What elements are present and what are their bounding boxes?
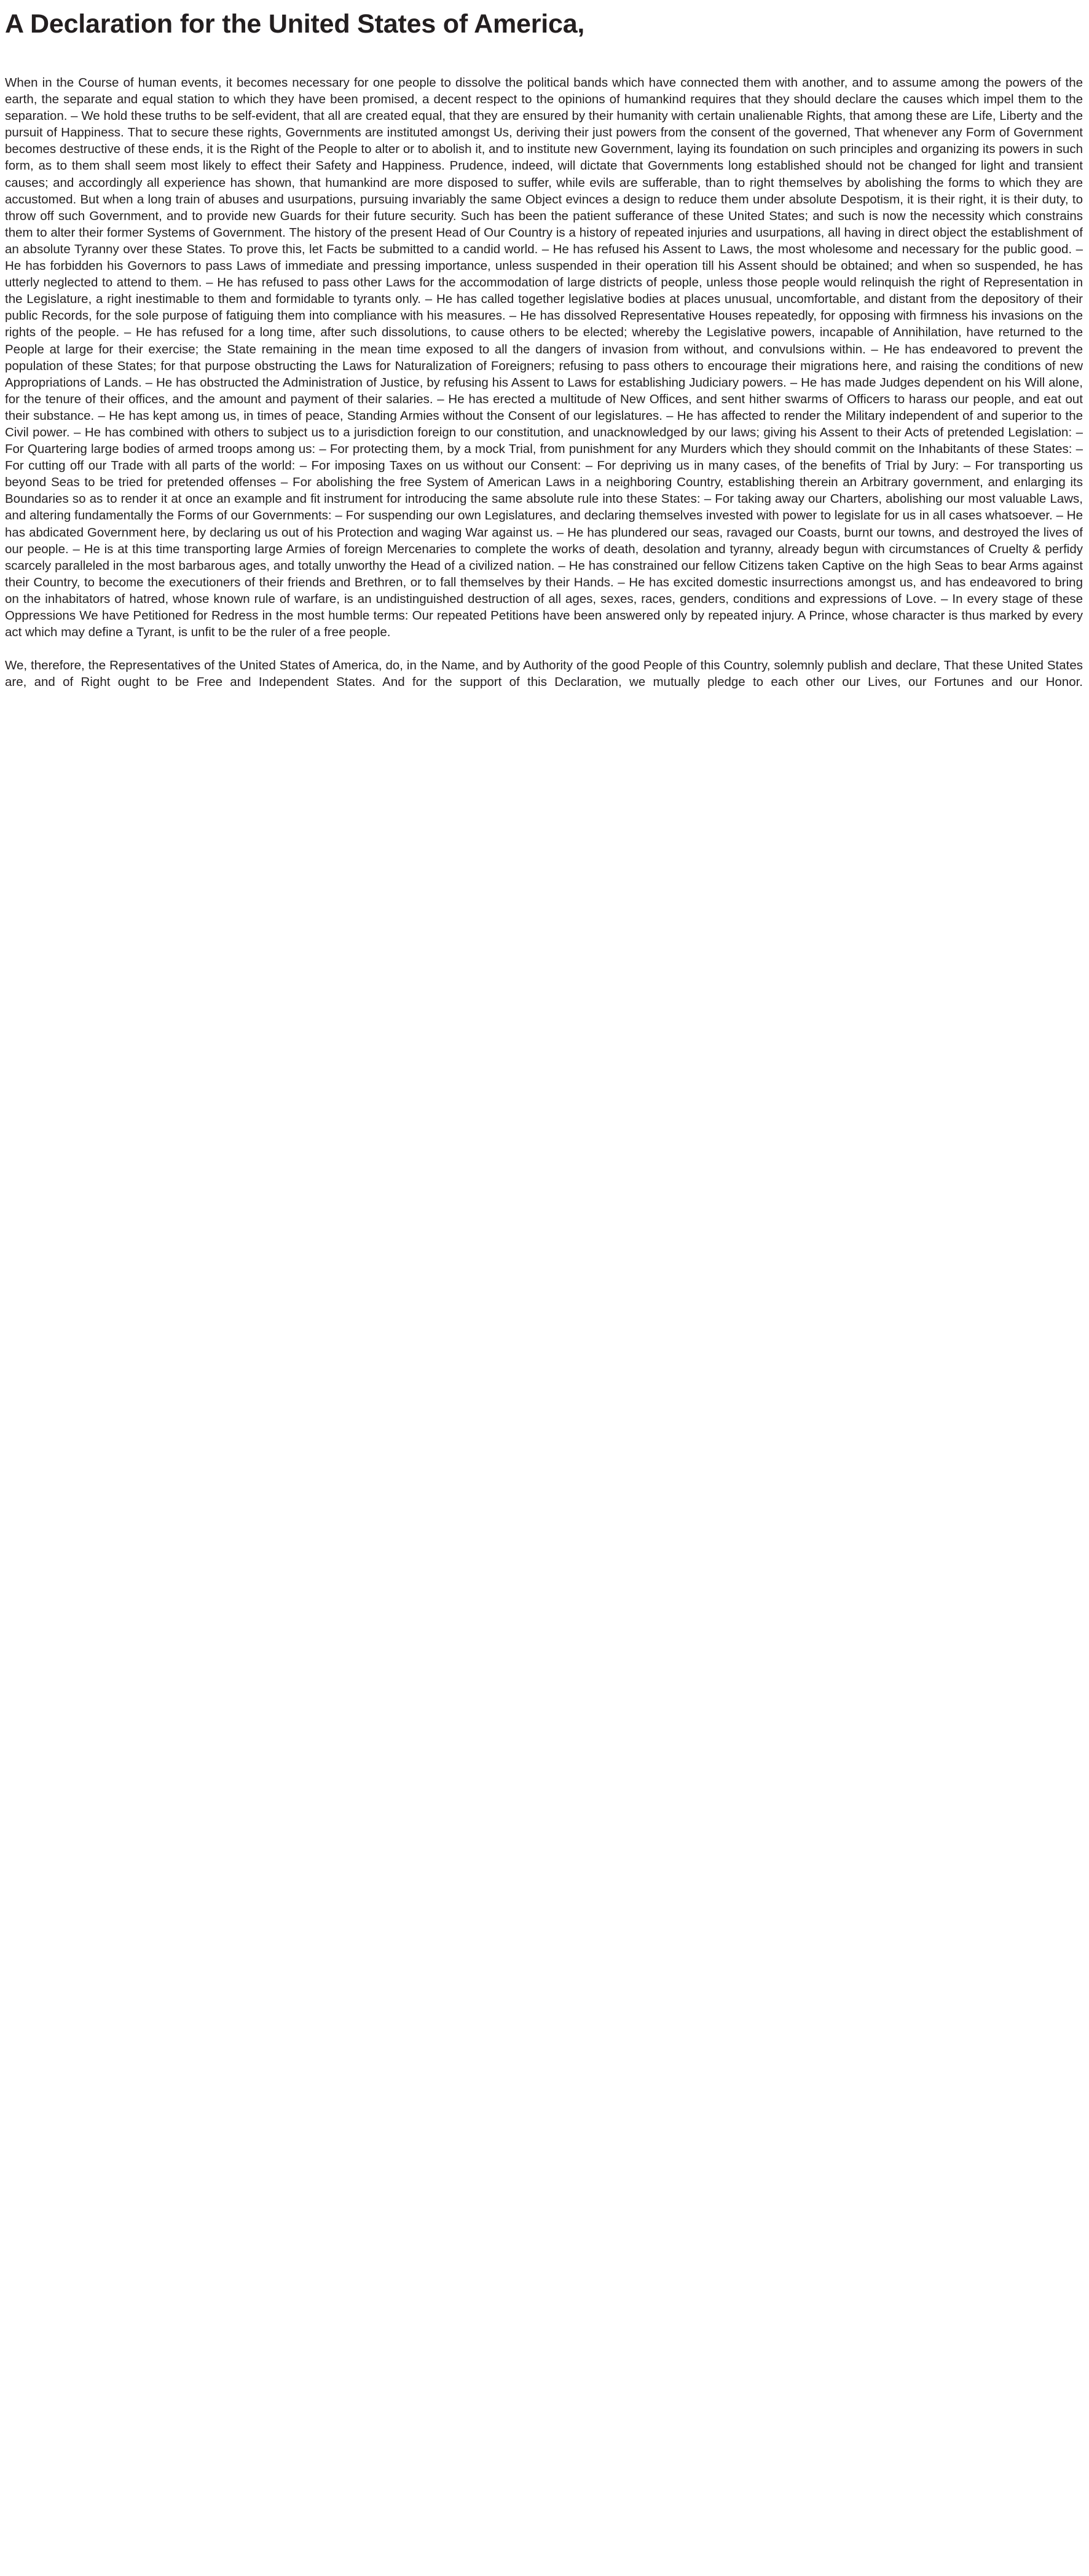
paragraph-preamble-and-grievances: When in the Course of human events, it becomes necessary for one people to dissolve the political bands which have connected them with another, and to assume among the powers of the earth, the separate and equal station to which they have been promised, a decent respect to the opinions of humankind requires that they should declare the causes which impel them to the separation. – We hold these truths to be self-evident, that all are created equal, that they are ensured by their humanity with certain unalienable Rights, that among these are Life, Liberty and the pursuit of Happiness. That to secure these rights, Governments are instituted amongst Us, deriving their just powers from the consent of the governed, That whenever any Form of Government becomes destructive of these ends, it is the Right of the People to alter or to abolish it, and to institute new Government, laying its foundation on such principles and organizing its powers in such form, as to them shall seem most likely to effect their Safety and Happiness. Prudence, indeed, will dictate that Governments long established should not be changed for light and transient causes; and accordingly all experience has shown, that humankind are more disposed to suffer, while evils are sufferable, than to right themselves by abolishing the forms to which they are accustomed. But when a long train of abuses and usurpations, pursuing invariably the same Object evinces a design to reduce them under absolute Despotism, it is their right, it is their duty, to throw off such Government, and to provide new Guards for their future security. Such has been the patient sufferance of these United States; and such is now the necessity which constrains them to alter their former Systems of Government. The history of the present Head of Our Country is a history of repeated injuries and usurpations, all having in direct object the establishment of an absolute Tyranny over these States. To prove this, let Facts be submitted to a candid world. – He has refused his Assent to Laws, the most wholesome and necessary for the public good. – He has forbidden his Governors to pass Laws of immediate and pressing importance, unless suspended in their operation till his Assent should be obtained; and when so suspended, he has utterly neglected to attend to them. – He has refused to pass other Laws for the accommodation of large districts of people, unless those people would relinquish the right of Representation in the Legislature, a right inestimable to them and formidable to tyrants only. – He has called together legislative bodies at places unusual, uncomfortable, and distant from the depository of their public Records, for the sole purpose of fatiguing them into compliance with his measures. – He has dissolved Representative Houses repeatedly, for opposing with firmness his invasions on the rights of the people. – He has refused for a long time, after such dissolutions, to cause others to be elected; whereby the Legislative powers, incapable of Annihilation, have returned to the People at large for their exercise; the State remaining in the mean time exposed to all the dangers of invasion from without, and convulsions within. – He has endeavored to prevent the population of these States; for that purpose obstructing the Laws for Naturalization of Foreigners; refusing to pass others to encourage their migrations here, and raising the conditions of new Appropriations of Lands. – He has obstructed the Administration of Justice, by refusing his Assent to Laws for establishing Judiciary powers. – He has made Judges dependent on his Will alone, for the tenure of their offices, and the amount and payment of their salaries. – He has erected a multitude of New Offices, and sent hither swarms of Officers to harass our people, and eat out their substance. – He has kept among us, in times of peace, Standing Armies without the Consent of our legislatures. – He has affected to render the Military independent of and superior to the Civil power. – He has combined with others to subject us to a jurisdiction foreign to our constitution, and unacknowledged by our laws; giving his Assent to their Acts of pretended Legislation: – For Quartering large bodies of armed troops among us: – For protecting them, by a mock Trial, from punishment for any Murders which they should commit on the Inhabitants of these States: – For cutting off our Trade with all parts of the world: – For imposing Taxes on us without our Consent: – For depriving us in many cases, of the benefits of Trial by Jury: – For transporting us beyond Seas to be tried for pretended offenses – For abolishing the free System of American Laws in a neighboring Country, establishing therein an Arbitrary government, and enlarging its Boundaries so as to render it at once an example and fit instrument for introducing the same absolute rule into these States: – For taking away our Charters, abolishing our most valuable Laws, and altering fundamentally the Forms of our Governments: – For suspending our own Legislatures, and declaring themselves invested with power to legislate for us in all cases whatsoever. – He has abdicated Government here, by declaring us out of his Protection and waging War against us. – He has plundered our seas, ravaged our Coasts, burnt our towns, and destroyed the lives of our people. – He is at this time transporting large Armies of foreign Mercenaries to complete the works of death, desolation and tyranny, already begun with circumstances of Cruelty & perfidy scarcely paralleled in the most barbarous ages, and totally unworthy the Head of a civilized nation. – He has constrained our fellow Citizens taken Captive on the high Seas to bear Arms against their Country, to become the executioners of their friends and Brethren, or to fall themselves by their Hands. – He has excited domestic insurrections amongst us, and has endeavored to bring on the inhabitators of hatred, whose known rule of warfare, is an undistinguished destruction of all ages, sexes, races, genders, conditions and expressions of Love. – In every stage of these Oppressions We have Petitioned for Redress in the most humble terms: Our repeated Petitions have been answered only by repeated injury. A Prince, whose character is thus marked by every act which may define a Tyrant, is unfit to be the ruler of a free people. (5, 76, 1083, 640)
document-page (0, 0, 1089, 731)
bottom-padding (5, 707, 1083, 731)
document-body (5, 74, 1083, 707)
title-body-spacer (5, 37, 1083, 74)
paragraph-conclusion: We, therefore, the Representatives of the United States of America, do, in the Name, and by Authority of the good People of this Country, solemnly publish and declare, That these United States are, and of Right ought to be Free and Independent States. And for the support of this Declaration, we mutually pledge to each other our Lives, our Fortunes and our Honor. (5, 658, 1083, 690)
page-title: A Declaration for the United States of America, (5, 9, 585, 39)
paragraph-gap (5, 640, 1083, 657)
